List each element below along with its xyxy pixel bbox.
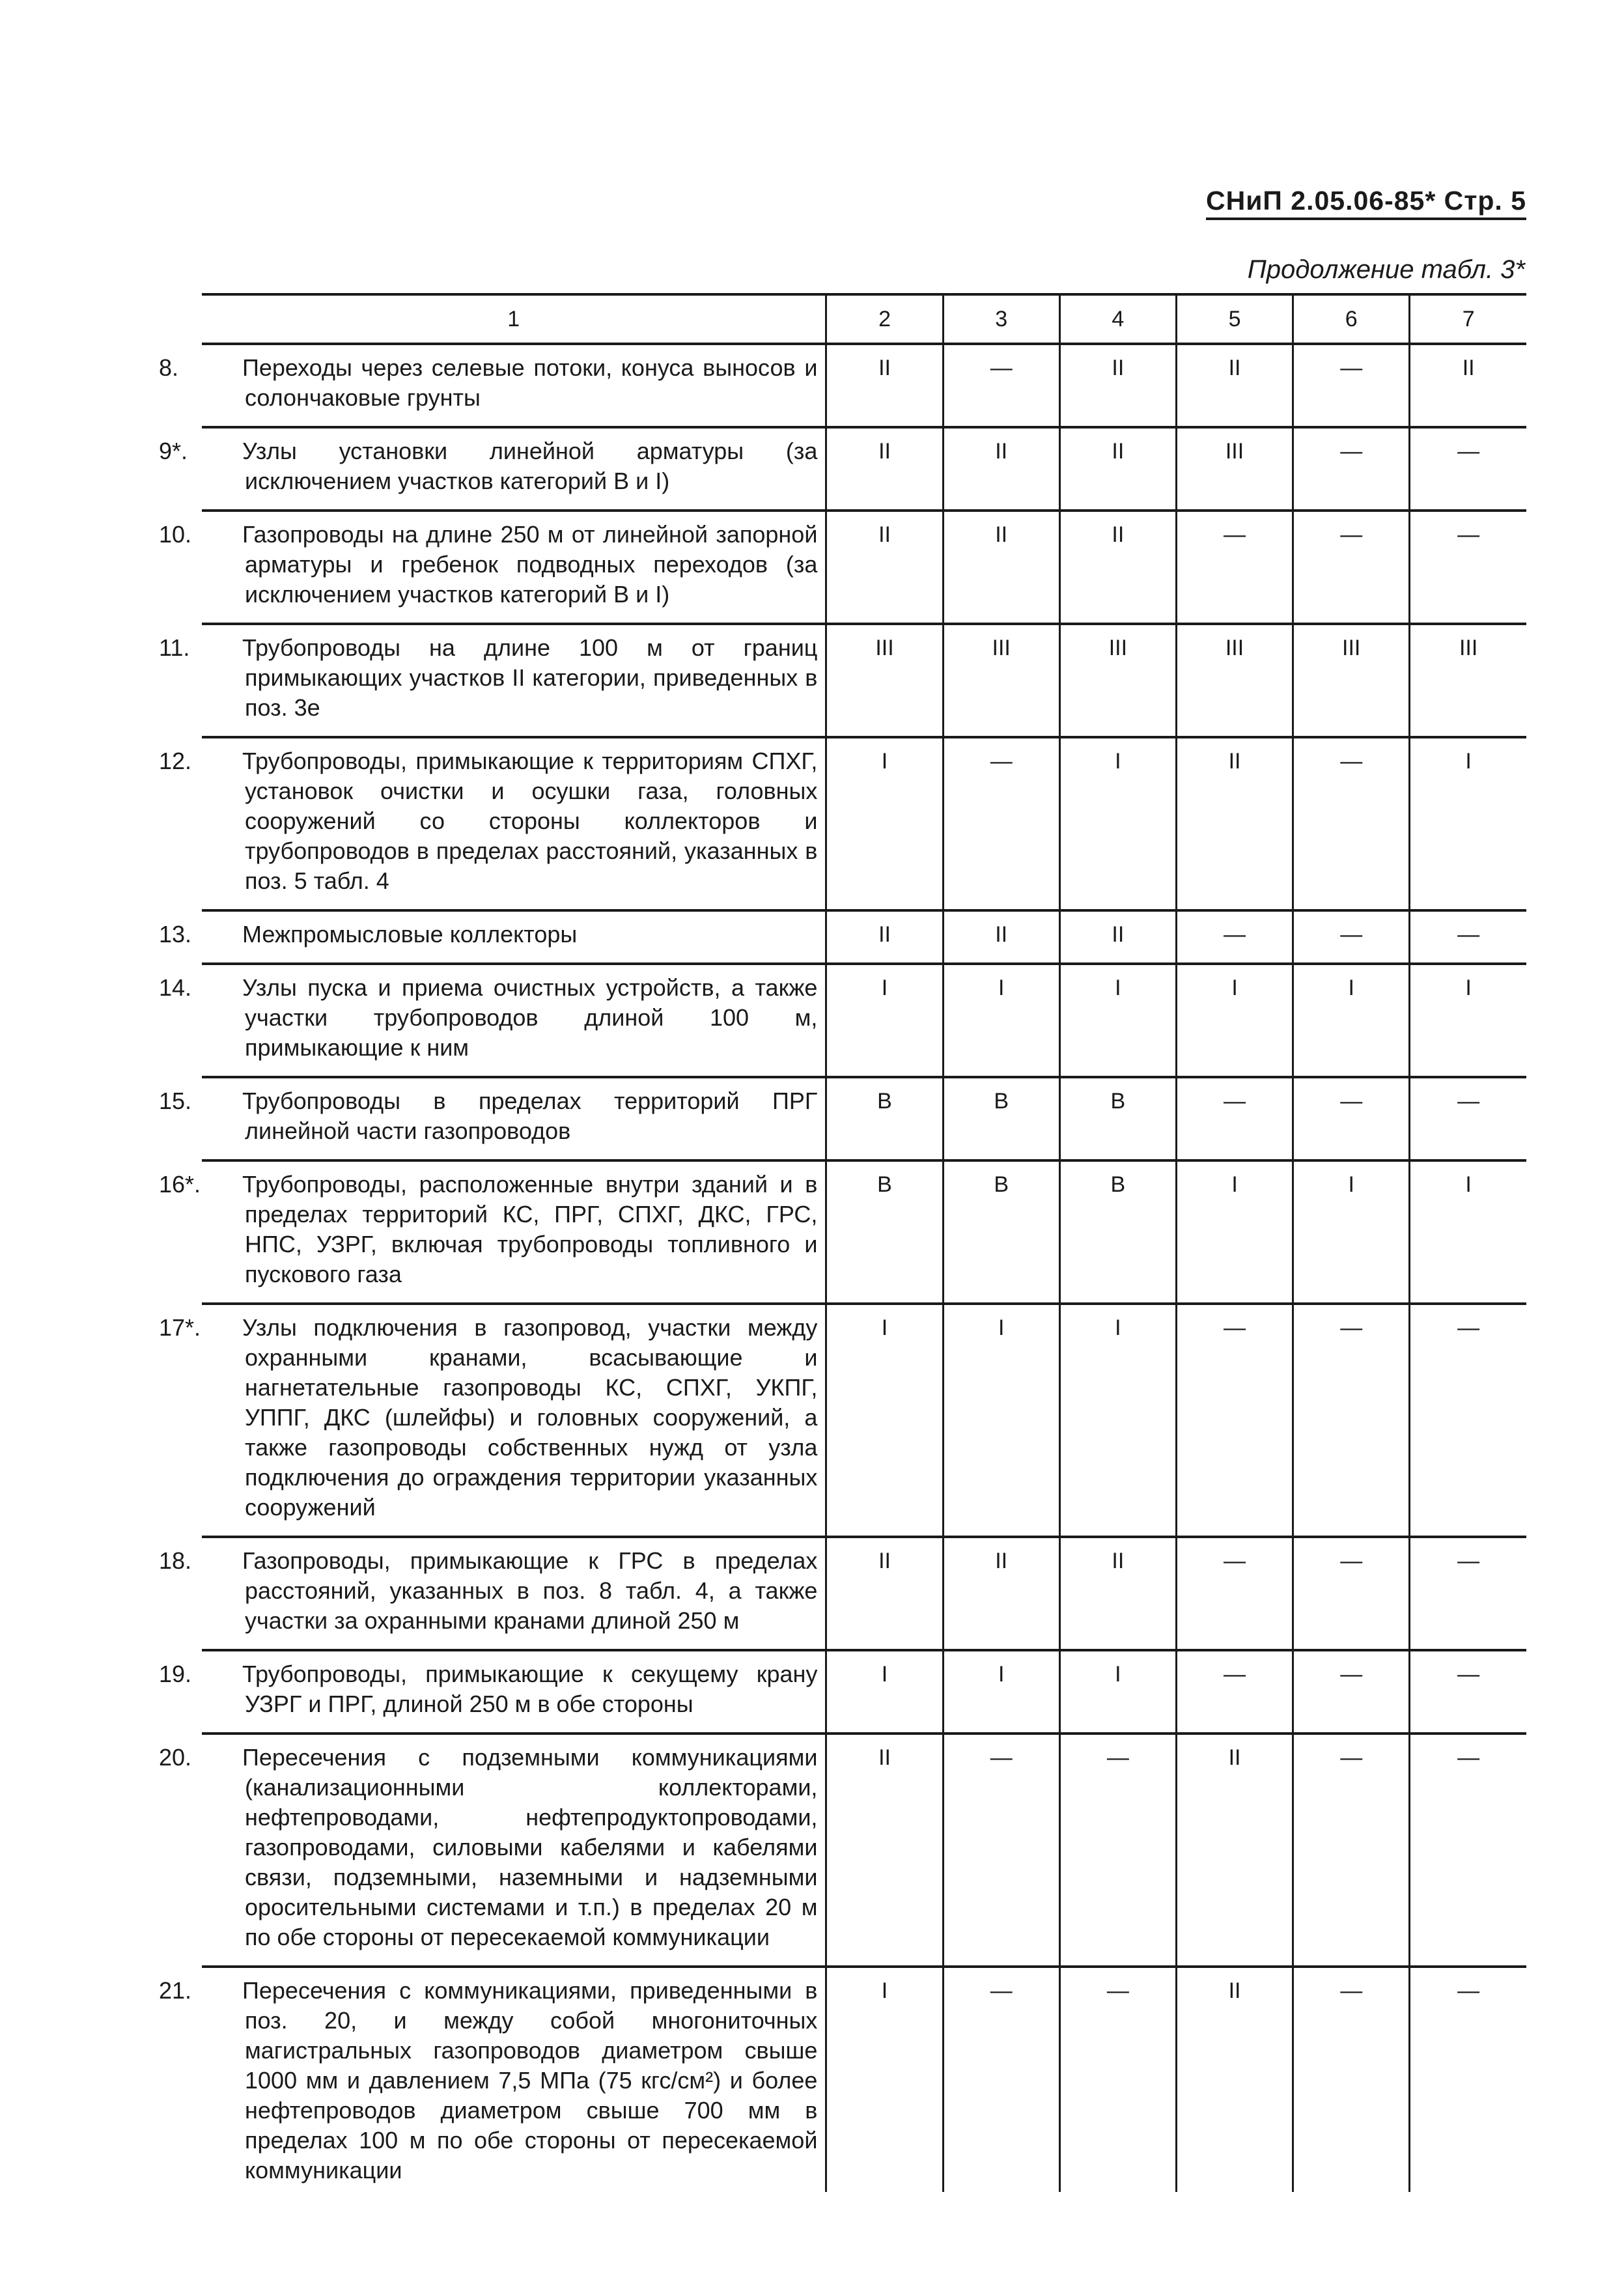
row-number: 15. (159, 1088, 192, 1114)
category-cell: III (943, 624, 1059, 737)
row-number: 8. (159, 354, 179, 381)
category-cell: II (943, 910, 1059, 964)
category-cell: I (943, 1650, 1059, 1734)
table-row (202, 964, 1526, 1077)
row-number: 19. (159, 1661, 192, 1687)
category-cell: — (1176, 1537, 1293, 1650)
row-description (159, 624, 826, 737)
category-cell: I (826, 964, 943, 1077)
category-cell: — (1176, 1077, 1293, 1160)
category-cell: — (1293, 1734, 1410, 1967)
row-text: Пересечения с коммуникациями, приведенными в поз. 20, и между собой многониточных магистральных газопроводов диаметром свыше 1000 мм и давлением 7,5 МПа (75 кгс/см²) и более нефтепроводов диаметром свыше 700 мм в пределах 100 м по обе стороны от пересекаемой коммуникации (242, 1977, 818, 2184)
row-number: 14. (159, 974, 192, 1001)
category-cell: — (1410, 427, 1526, 511)
category-cell: I (1059, 1304, 1176, 1537)
table-continuation-label: Продолжение табл. 3* (1247, 255, 1525, 284)
row-description-block (159, 746, 818, 896)
row-text: Межпромысловые коллекторы (242, 921, 578, 948)
row-description-block (159, 1546, 818, 1636)
category-cell: II (1059, 511, 1176, 624)
table-row (202, 344, 1526, 427)
table-row (202, 1734, 1526, 1967)
row-description (159, 737, 826, 910)
category-cell: — (1176, 1650, 1293, 1734)
row-number: 11. (159, 634, 190, 661)
row-number: 10. (159, 521, 192, 548)
row-number: 13. (159, 921, 192, 948)
table-row (202, 1160, 1526, 1304)
table-row (202, 1650, 1526, 1734)
row-description (159, 427, 826, 511)
category-cell: II (943, 427, 1059, 511)
category-cell: II (826, 1537, 943, 1650)
category-cell: II (826, 1734, 943, 1967)
category-cell: — (1293, 1537, 1410, 1650)
category-cell: В (943, 1160, 1059, 1304)
category-cell: I (1410, 737, 1526, 910)
category-cell: — (1293, 1304, 1410, 1537)
row-description (159, 344, 826, 427)
table-row (202, 910, 1526, 964)
column-header: 2 (826, 294, 943, 344)
table-row (202, 511, 1526, 624)
category-cell: I (1293, 964, 1410, 1077)
row-number: 12. (159, 748, 192, 774)
category-cell: I (1176, 964, 1293, 1077)
row-text: Газопроводы, примыкающие к ГРС в пределах расстояний, указанных в поз. 8 табл. 4, а также участки за охранными кранами длиной 250 м (242, 1547, 818, 1634)
row-description (159, 1304, 826, 1537)
column-header: 6 (1293, 294, 1410, 344)
column-header: 4 (1059, 294, 1176, 344)
category-cell: — (943, 1967, 1059, 2192)
row-description (159, 1967, 826, 2192)
row-description-block (159, 920, 817, 949)
category-cell: I (826, 737, 943, 910)
row-text: Трубопроводы, примыкающие к секущему крану УЗРГ и ПРГ, длиной 250 м в обе стороны (242, 1661, 818, 1717)
category-cell: — (1293, 1077, 1410, 1160)
category-cell: — (1410, 1304, 1526, 1537)
category-cell: — (1293, 344, 1410, 427)
row-description (159, 1077, 826, 1160)
category-cell: III (1293, 624, 1410, 737)
row-number: 16*. (159, 1171, 201, 1198)
category-cell: — (1410, 1537, 1526, 1650)
row-text: Газопроводы на длине 250 м от линейной запорной арматуры и гребенок подводных переходов (за исключением участков категорий В и I) (242, 521, 818, 608)
row-number: 21. (159, 1977, 192, 2004)
category-cell: — (943, 344, 1059, 427)
category-cell: — (1410, 511, 1526, 624)
category-cell: В (1059, 1160, 1176, 1304)
category-cell: II (826, 910, 943, 964)
row-number: 17*. (159, 1314, 201, 1341)
category-cell: — (1410, 1650, 1526, 1734)
table-row (202, 737, 1526, 910)
category-cell: II (943, 511, 1059, 624)
row-text: Трубопроводы на длине 100 м от границ примыкающих участков II категории, приведенных в поз. 3е (242, 634, 818, 721)
document-reference: СНиП 2.05.06-85* Стр. 5 (1206, 186, 1526, 220)
row-description (159, 1734, 826, 1967)
category-cell: I (1059, 1650, 1176, 1734)
row-description (159, 1537, 826, 1650)
table-row (202, 1304, 1526, 1537)
row-description (159, 511, 826, 624)
category-cell: II (1176, 1734, 1293, 1967)
category-cell: — (1176, 1304, 1293, 1537)
category-cell: — (1410, 1077, 1526, 1160)
category-cell: II (1176, 737, 1293, 910)
row-text: Узлы установки линейной арматуры (за исключением участков категорий В и I) (242, 438, 818, 494)
category-cell: — (1176, 511, 1293, 624)
table-row (202, 624, 1526, 737)
category-cell: III (1176, 427, 1293, 511)
category-cell: В (1059, 1077, 1176, 1160)
category-cell: II (1176, 344, 1293, 427)
category-cell: — (1293, 427, 1410, 511)
category-cell: II (1410, 344, 1526, 427)
table-row (202, 427, 1526, 511)
row-description (159, 1650, 826, 1734)
category-cell: — (1410, 1734, 1526, 1967)
row-description-block (159, 1976, 818, 2185)
category-cell: — (1293, 1650, 1410, 1734)
row-text: Трубопроводы, примыкающие к территориям СПХГ, установок очистки и осушки газа, головных сооружений со стороны коллекторов и трубопроводов в пределах расстояний, указанных в поз. 5 табл. 4 (242, 748, 818, 894)
category-cell: II (1059, 344, 1176, 427)
category-cell: III (826, 624, 943, 737)
row-description-block (159, 973, 818, 1063)
category-cell: I (1059, 737, 1176, 910)
category-cell: II (943, 1537, 1059, 1650)
category-cell: I (1293, 1160, 1410, 1304)
row-number: 9*. (159, 438, 188, 464)
category-cell: I (826, 1304, 943, 1537)
table-header-row (202, 294, 1526, 344)
category-cell: — (1059, 1734, 1176, 1967)
category-cell: II (1059, 1537, 1176, 1650)
row-text: Пересечения с подземными коммуникациями (канализационными коллекторами, нефтепроводами, нефтепродуктопроводами, газопроводами, силовыми кабелями и кабелями связи, подземными, наземными и надземными оросительными системами и т.п.) в пределах 20 м по обе стороны от пересекаемой коммуникации (242, 1744, 818, 1950)
category-cell: II (1059, 910, 1176, 964)
category-cell: II (1059, 427, 1176, 511)
row-description-block (159, 1170, 818, 1289)
category-cell: I (1059, 964, 1176, 1077)
table-body (159, 344, 1526, 2192)
category-cell: I (1176, 1160, 1293, 1304)
category-cell: — (1059, 1967, 1176, 2192)
row-description (159, 964, 826, 1077)
row-number: 20. (159, 1744, 192, 1771)
category-cell: II (826, 511, 943, 624)
category-cell: I (1410, 1160, 1526, 1304)
row-text: Узлы подключения в газопровод, участки между охранными кранами, всасывающие и нагнетательные газопроводы КС, СПХГ, УКПГ, УППГ, ДКС (шлейфы) и головных сооружений, а также газопроводы собственных нужд от узла подключения до ограждения территории указанных сооружений (242, 1314, 818, 1521)
category-cell: — (1293, 737, 1410, 910)
row-description-block (159, 1743, 818, 1952)
category-cell: В (826, 1077, 943, 1160)
category-cell: — (1176, 910, 1293, 964)
category-cell: II (1176, 1967, 1293, 2192)
category-cell: — (1293, 910, 1410, 964)
category-cell: I (826, 1650, 943, 1734)
row-description (159, 910, 826, 964)
row-description-block (159, 633, 818, 723)
category-cell: III (1176, 624, 1293, 737)
column-header: 1 (202, 294, 826, 344)
row-text: Трубопроводы, расположенные внутри зданий и в пределах территорий КС, ПРГ, СПХГ, ДКС, ГРС, НПС, УЗРГ, включая трубопроводы топливного и пускового газа (242, 1171, 818, 1287)
category-cell: I (1410, 964, 1526, 1077)
category-table (159, 293, 1526, 2192)
category-cell: — (943, 1734, 1059, 1967)
category-cell: II (826, 344, 943, 427)
category-cell: — (1293, 1967, 1410, 2192)
category-cell: В (943, 1077, 1059, 1160)
row-text: Переходы через селевые потоки, конуса выносов и солончаковые грунты (242, 354, 818, 411)
row-description-block (159, 1086, 818, 1146)
row-text: Узлы пуска и приема очистных устройств, а также участки трубопроводов длиной 100 м, примыкающие к ним (242, 974, 818, 1061)
table-row (202, 1077, 1526, 1160)
category-cell: — (1410, 1967, 1526, 2192)
category-cell: II (826, 427, 943, 511)
column-header: 5 (1176, 294, 1293, 344)
row-description-block (159, 1313, 818, 1523)
row-text: Трубопроводы в пределах территорий ПРГ линейной части газопроводов (242, 1088, 818, 1144)
row-number: 18. (159, 1547, 192, 1574)
category-cell: — (943, 737, 1059, 910)
category-cell: — (1410, 910, 1526, 964)
table-row (202, 1967, 1526, 2192)
category-cell: III (1059, 624, 1176, 737)
row-description-block (159, 436, 818, 496)
category-cell: I (943, 964, 1059, 1077)
category-cell: I (943, 1304, 1059, 1537)
category-cell: В (826, 1160, 943, 1304)
row-description (159, 1160, 826, 1304)
column-header: 3 (943, 294, 1059, 344)
category-cell: I (826, 1967, 943, 2192)
pipeline-category-table (159, 293, 1526, 2192)
row-description-block (159, 1659, 818, 1719)
category-cell: — (1293, 511, 1410, 624)
row-description-block (159, 353, 818, 413)
column-header: 7 (1410, 294, 1526, 344)
category-cell: III (1410, 624, 1526, 737)
table-row (202, 1537, 1526, 1650)
row-description-block (159, 520, 818, 610)
